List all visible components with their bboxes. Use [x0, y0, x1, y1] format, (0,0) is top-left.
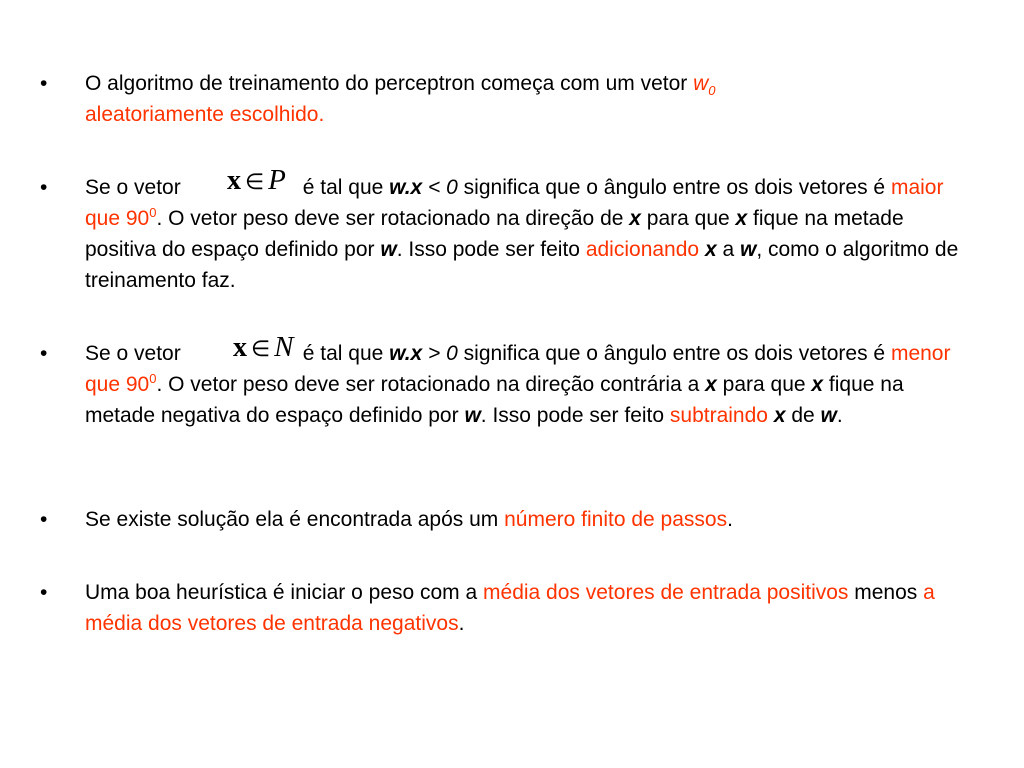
text-run: de: [785, 404, 821, 427]
bullet-dot: •: [40, 342, 48, 365]
bullet-dot: •: [40, 508, 48, 531]
condition: > 0: [422, 342, 458, 365]
text-run: a: [716, 238, 740, 261]
math-x: x: [227, 165, 241, 196]
w-symbol: w: [464, 404, 481, 427]
bullet-1-text: [85, 68, 965, 130]
bullet-5-text: [85, 577, 965, 639]
text-run: significa que o ângulo entre os dois vetores é: [457, 342, 891, 365]
bullet-dot: •: [40, 176, 48, 199]
highlight-red: média dos vetores de entrada positivos: [483, 581, 849, 604]
bullet-4-text: [85, 504, 965, 535]
wx-expression: w.x: [389, 176, 423, 199]
condition: < 0: [422, 176, 458, 199]
highlight-red: número finito de passos: [504, 508, 728, 531]
text-run: significa que o ângulo entre os dois vetores é: [457, 176, 891, 199]
text-run: menos: [848, 581, 924, 604]
element-of-symbol: ∈: [245, 169, 265, 194]
math-x: x: [233, 332, 247, 363]
text-run: .: [836, 404, 843, 427]
highlight-red: maior que $90^0$: [85, 176, 944, 230]
x-symbol: x: [629, 207, 641, 230]
text-run: . Isso pode ser feito: [480, 404, 670, 427]
text-run: é tal que: [302, 342, 390, 365]
text-run: Uma boa heurística é iniciar o peso com a: [85, 581, 484, 604]
highlight-red: aleatoriamente escolhido.: [85, 103, 325, 126]
text-run: Se existe solução ela é encontrada após um: [85, 508, 505, 531]
math-set-p: P: [268, 164, 286, 196]
text-run: Se o vetor: [85, 342, 181, 365]
highlight-red: a média dos vetores de entrada negativos: [85, 581, 935, 635]
x-symbol: x: [773, 404, 786, 427]
highlight-red: subtraindo: [669, 404, 768, 427]
highlight-red: adicionando: [585, 238, 700, 261]
text-run: fique na metade positiva do espaço definido por: [85, 207, 904, 261]
degree-superscript: 0: [149, 205, 157, 220]
wx-expression: w.x: [389, 342, 423, 365]
element-of-symbol: ∈: [251, 336, 271, 361]
text-run: fique na metade negativa do espaço definido por: [85, 373, 904, 427]
math-set-n: N: [274, 331, 294, 363]
math-x-in-p: [227, 165, 286, 197]
w-letter: w: [693, 72, 709, 95]
x-symbol: x: [735, 207, 748, 230]
text-run: O algoritmo de treinamento do perceptron começa com um vetor: [85, 72, 694, 95]
text-run: . Isso pode ser feito: [396, 238, 586, 261]
w-symbol: w: [380, 238, 397, 261]
text-run: .: [727, 508, 733, 531]
text-run: . O vetor peso deve ser rotacionado na direção de: [156, 207, 630, 230]
w-symbol: w: [739, 238, 757, 261]
text-run: Se o vetor: [85, 176, 181, 199]
text-run: , como o algoritmo de treinamento faz.: [85, 238, 959, 292]
text-run: .: [458, 612, 465, 635]
x-symbol: x: [705, 373, 717, 396]
w0-symbol: [693, 72, 716, 99]
bullet-dot: •: [40, 581, 48, 604]
bullet-dot: •: [40, 72, 48, 95]
text-run: para que: [640, 207, 736, 230]
bullet-3-text: [85, 338, 965, 431]
bullet-2-text: [85, 172, 965, 296]
x-symbol: x: [811, 373, 824, 396]
degree-superscript: 0: [149, 371, 157, 386]
text-run: é tal que: [302, 176, 390, 199]
w-subscript: 0: [708, 83, 716, 99]
text-run: . O vetor peso deve ser rotacionado na direção contrária a: [156, 373, 706, 396]
x-symbol: x: [704, 238, 717, 261]
text-run: para que: [716, 373, 812, 396]
w-symbol: w: [820, 404, 837, 427]
math-x-in-n: [233, 332, 294, 364]
highlight-red: menor que $90^0$: [85, 342, 951, 396]
